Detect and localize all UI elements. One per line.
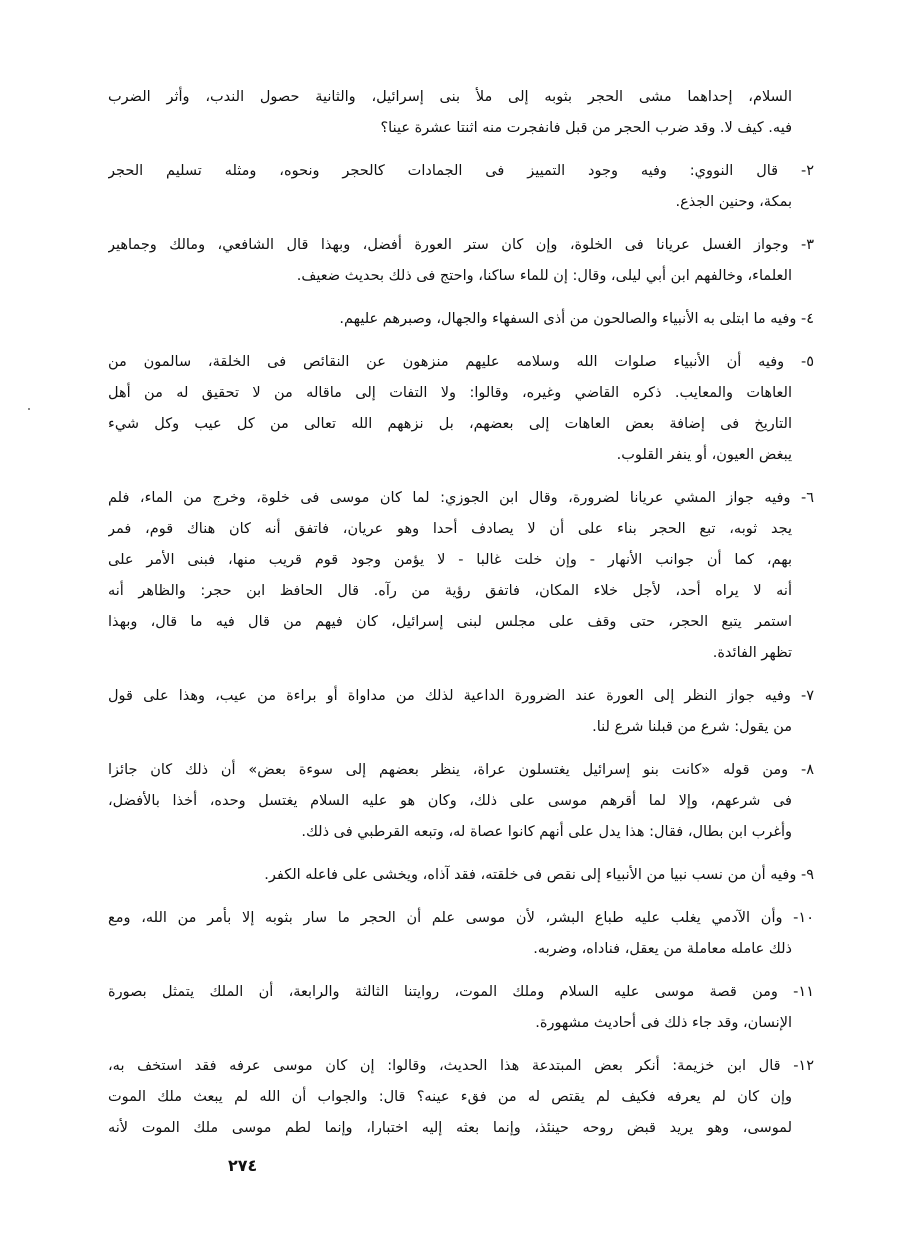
paragraph-item	[108, 860, 814, 891]
text-line: العاهات والمعايب. ذكره القاضي وغيره، وقالوا: ولا التفات إلى ماقاله من لا تحقيق له من أهل	[108, 385, 792, 401]
text-line: ٩- وفيه أن من نسب نبيا من الأنبياء إلى نقص فى خلقته، فقد آذاه، ويخشى على فاعله الكفر.	[264, 867, 814, 883]
text-line: التاريخ فى إضافة بعض العاهات إلى بعضهم، بل نزههم الله تعالى من كل عيب وكل شيء	[108, 416, 792, 432]
text-line: من يقول: شرع من قبلنا شرع لنا.	[592, 719, 792, 735]
text-line: وإن كان لم يعرفه فكيف لم يقتص له من فقء عينه؟ قال: والجواب أن الله لم يبعث ملك الموت	[108, 1089, 792, 1105]
page-body	[108, 82, 814, 1156]
text-line: أنه لا يراه أحد، لأجل خلاء المكان، فاتفق رؤية من رآه. قال الحافظ ابن حجر: والظاهر أنه	[108, 583, 792, 599]
page-number: ٢٧٤	[228, 1156, 258, 1175]
text-line: ١١- ومن قصة موسى عليه السلام وملك الموت، روايتنا الثالثة والرابعة، أن الملك يتمثل بصورة	[108, 984, 814, 1000]
scan-speck	[28, 408, 30, 410]
text-line: وأغرب ابن بطال، فقال: هذا يدل على أنهم كانوا عصاة له، وتبعه القرطبي فى ذلك.	[301, 824, 792, 840]
text-line: الإنسان، وقد جاء ذلك فى أحاديث مشهورة.	[535, 1015, 792, 1031]
text-line: ١٠- وأن الآدمي يغلب عليه طباع البشر، لأن موسى علم أن الحجر ما سار بثوبه إلا بأمر من الله، ومع	[108, 910, 814, 926]
text-line: ٧- وفيه جواز النظر إلى العورة عند الضرورة الداعية لذلك من مداواة أو براءة من عيب، وهذا على قول	[108, 688, 814, 704]
paragraph-item	[108, 156, 814, 218]
text-line: ٢- قال النووي: وفيه وجود التمييز فى الجمادات كالحجر ونحوه، ومثله تسليم الحجر	[108, 163, 814, 179]
paragraph-item	[108, 977, 814, 1039]
text-line: ٥- وفيه أن الأنبياء صلوات الله وسلامه عليهم منزهون عن النقائص فى الخلقة، سالمون من	[108, 354, 814, 370]
paragraph-item	[108, 347, 814, 471]
paragraph-continuation	[108, 82, 814, 144]
text-line: تظهر الفائدة.	[712, 645, 792, 661]
text-line: فيه. كيف لا. وقد ضرب الحجر من قبل فانفجرت منه اثنتا عشرة عينا؟	[380, 120, 792, 136]
text-line: ٦- وفيه جواز المشي عريانا لضرورة، وقال ابن الجوزي: لما كان موسى فى خلوة، وخرج من الماء، فلم	[108, 490, 814, 506]
paragraph-item	[108, 903, 814, 965]
text-line: السلام، إحداهما مشى الحجر بثوبه إلى ملأ بنى إسرائيل، والثانية حصول الندب، وأثر الضرب	[108, 89, 792, 105]
text-line: ٣- وجواز الغسل عريانا فى الخلوة، وإن كان ستر العورة أفضل، وبهذا قال الشافعي، ومالك وجماهير	[108, 237, 814, 253]
paragraph-item	[108, 483, 814, 669]
text-line: ٤- وفيه ما ابتلى به الأنبياء والصالحون من أذى السفهاء والجهال، وصبرهم عليهم.	[339, 311, 814, 327]
paragraph-item	[108, 1051, 814, 1144]
text-line: يبغض العيون، أو ينفر القلوب.	[616, 447, 792, 463]
text-line: فى شرعهم، وإلا لما أقرهم موسى على ذلك، وكان هو عليه السلام يغتسل وحده، أخذا بالأفضل،	[108, 793, 792, 809]
text-line: يجد ثوبه، تبع الحجر بناء على أن لا يصادف أحدا وهو عريان، فاتفق أنه كان هناك قوم، فمر	[108, 521, 792, 537]
text-line: بمكة، وحنين الجذع.	[675, 194, 792, 210]
paragraph-item	[108, 681, 814, 743]
text-line: لموسى، وهو يريد قبض روحه حينئذ، وإنما بعثه إليه اختبارا، وإنما لطم موسى ملك الموت لأنه	[108, 1120, 792, 1136]
text-line: بهم، كما أن جوانب الأنهار - وإن خلت غالبا - لا يؤمن وجود قوم قريب منها، فبنى الأمر على	[108, 552, 792, 568]
text-line: ذلك عامله معاملة من يعقل، فناداه، وضربه.	[533, 941, 792, 957]
text-line: استمر يتبع الحجر، حتى وقف على مجلس لبنى إسرائيل، كان فيهم من قال فيه ما قال، وبهذا	[108, 614, 792, 630]
paragraph-item	[108, 755, 814, 848]
text-line: العلماء، وخالفهم ابن أبي ليلى، وقال: إن للماء ساكنا، واحتج فى ذلك بحديث ضعيف.	[296, 268, 792, 284]
paragraph-item	[108, 304, 814, 335]
text-line: ١٢- قال ابن خزيمة: أنكر بعض المبتدعة هذا الحديث، وقالوا: إن كان موسى عرفه فقد استخف به،	[108, 1058, 814, 1074]
text-line: ٨- ومن قوله «كانت بنو إسرائيل يغتسلون عراة، ينظر بعضهم إلى سوءة بعض» أن ذلك كان جائزا	[108, 762, 814, 778]
paragraph-item	[108, 230, 814, 292]
